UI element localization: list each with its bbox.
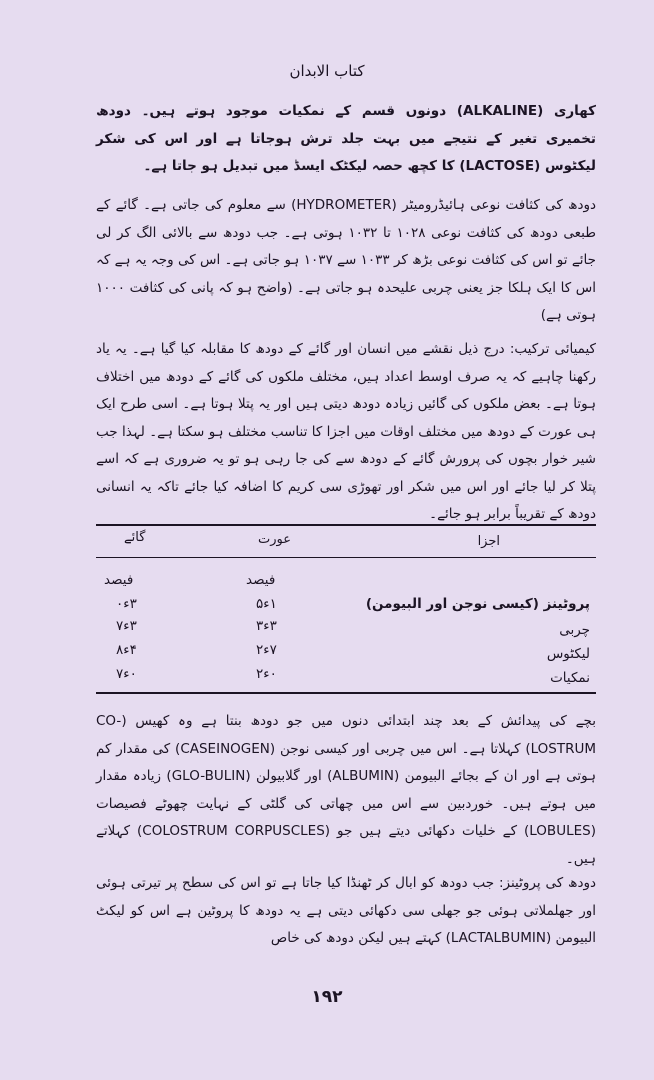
paragraph-colostrum: بچے کی پیدائش کے بعد چند ابتدائی دنوں میں جو دودھ بنتا ہے وہ کھیس (CO-LOSTRUM) کہلاتا ہے۔ اس میں چربی اور کیسی نوجن (CASEINOGEN) کی مقدار کم ہوتی ہے اور ان کے بجائے البیومن (ALBUMIN) اور گلابیولن (GLO-BULIN) زیادہ مقدار میں ہوتے ہیں۔ خوردبین سے اس میں چھاتی کی گلٹی کے نہایت چھوٹے فصیصات (LOBULES) کے خلیات دکھائی دیتے ہیں جو (COLOSTRUM CORPUSCLES) کہلاتے ہیں۔ — [96, 713, 597, 867]
header-component: اجزا — [477, 534, 500, 549]
row-fat-cow: ۳ء۷ — [116, 618, 137, 634]
row-protein-cow: ۳ء۰ — [116, 596, 137, 612]
row-protein-label: پروٹینز (کیسی نوجن اور البیومن) — [365, 596, 590, 612]
table-top-rule — [96, 524, 596, 526]
paragraph-milk-proteins: دودھ کی پروٹینز: جب دودھ کو ابال کر ٹھنڈا کیا جاتا ہے تو اس کی سطح پر تیرتی ہوئی اور جھلملاتی ہوئی جو جھلی سی دکھائی دیتی ہے یہ دودھ کا پروٹین ہے اس کو لیکٹ البیومن (LACTALBUMIN) کہتے ہیں لیکن دودھ کی خاص — [96, 875, 596, 946]
paragraph-chemical-composition: کیمیائی ترکیب: درج ذیل نقشے میں انسان اور گائے کے دودھ کا مقابلہ کیا گیا ہے۔ یہ یاد رکھنا چاہیے کہ یہ صرف اوسط اعداد ہیں، مختلف ملکوں کی گائے کے دودھ میں اختلاف ہوتا ہے۔ بعض ملکوں کی گائیں زیادہ دودھ دیتی ہیں اور یہ پتلا ہوتا ہے۔ اسی طرح ایک ہی عورت کے دودھ میں مختلف اوقات میں اجزا کا تناسب مختلف ہو سکتا ہے۔ لہذا جب شیر خوار بچوں کی پرورش گائے کے دودھ سے کی جا رہی ہو تو یہ ضروری ہے کہ اسے پتلا کر لیا جائے اور اس میں شکر اور تھوڑی سی کریم کا اضافہ کیا جائے تاکہ یہ انسانی دودھ کے تقریباً برابر ہو جائے۔ — [96, 341, 596, 522]
paragraph-hydrometer: دودھ کی کثافت نوعی ہائیڈرومیٹر (HYDROMETER) سے معلوم کی جاتی ہے۔ گائے کے طبعی دودھ کی کثافت نوعی ۱۰۲۸ تا ۱۰۳۲ ہوتی ہے۔ جب دودھ سے بالائی الگ کر لی جائے تو اس کی کثافت نوعی بڑھ کر ۱۰۳۳ سے ۱۰۳۷ ہو جاتی ہے۔ اس کی وجہ یہ ہے کہ اس کا ایک ہلکا جز یعنی چربی علیحدہ ہو جاتی ہے۔ (واضح ہو کہ پانی کی کثافت ۱۰۰۰ ہوتی ہے) — [96, 197, 597, 323]
row-lactose-cow: ۴ء۸ — [116, 642, 137, 658]
page-number: ۱۹۲ — [311, 987, 343, 1007]
composition-table — [96, 528, 596, 698]
page-header: کتاب الابدان — [289, 62, 365, 80]
row-salts-cow: ۰ء۷ — [116, 666, 137, 682]
table-bottom-rule — [96, 692, 596, 694]
row-lactose-label: لیکٹوس — [546, 646, 590, 662]
row-fat-label: چربی — [559, 622, 590, 638]
row-salts-woman: ۰ء۲ — [256, 666, 277, 682]
unit-cow: فیصد — [104, 572, 134, 588]
row-protein-woman: ۱ء۵ — [256, 596, 277, 612]
row-salts-label: نمکیات — [550, 670, 590, 686]
header-cow: گائے — [124, 530, 146, 545]
paragraph-alkaline: کھاری (ALKALINE) دونوں قسم کے نمکیات موجود ہوتے ہیں۔ دودھ تخمیری تغیر کے نتیجے میں بہت جلد ترش ہوجاتا ہے اور اس کی شکر لیکٹوس (LACTOSE) کا کچھ حصہ لیکٹک ایسڈ میں تبدیل ہو جاتا ہے۔ — [96, 103, 596, 174]
header-woman: عورت — [258, 532, 291, 547]
row-lactose-woman: ۷ء۲ — [256, 642, 277, 658]
table-header-rule — [96, 557, 596, 558]
row-fat-woman: ۳ء۳ — [256, 618, 277, 634]
unit-woman: فیصد — [246, 572, 276, 588]
